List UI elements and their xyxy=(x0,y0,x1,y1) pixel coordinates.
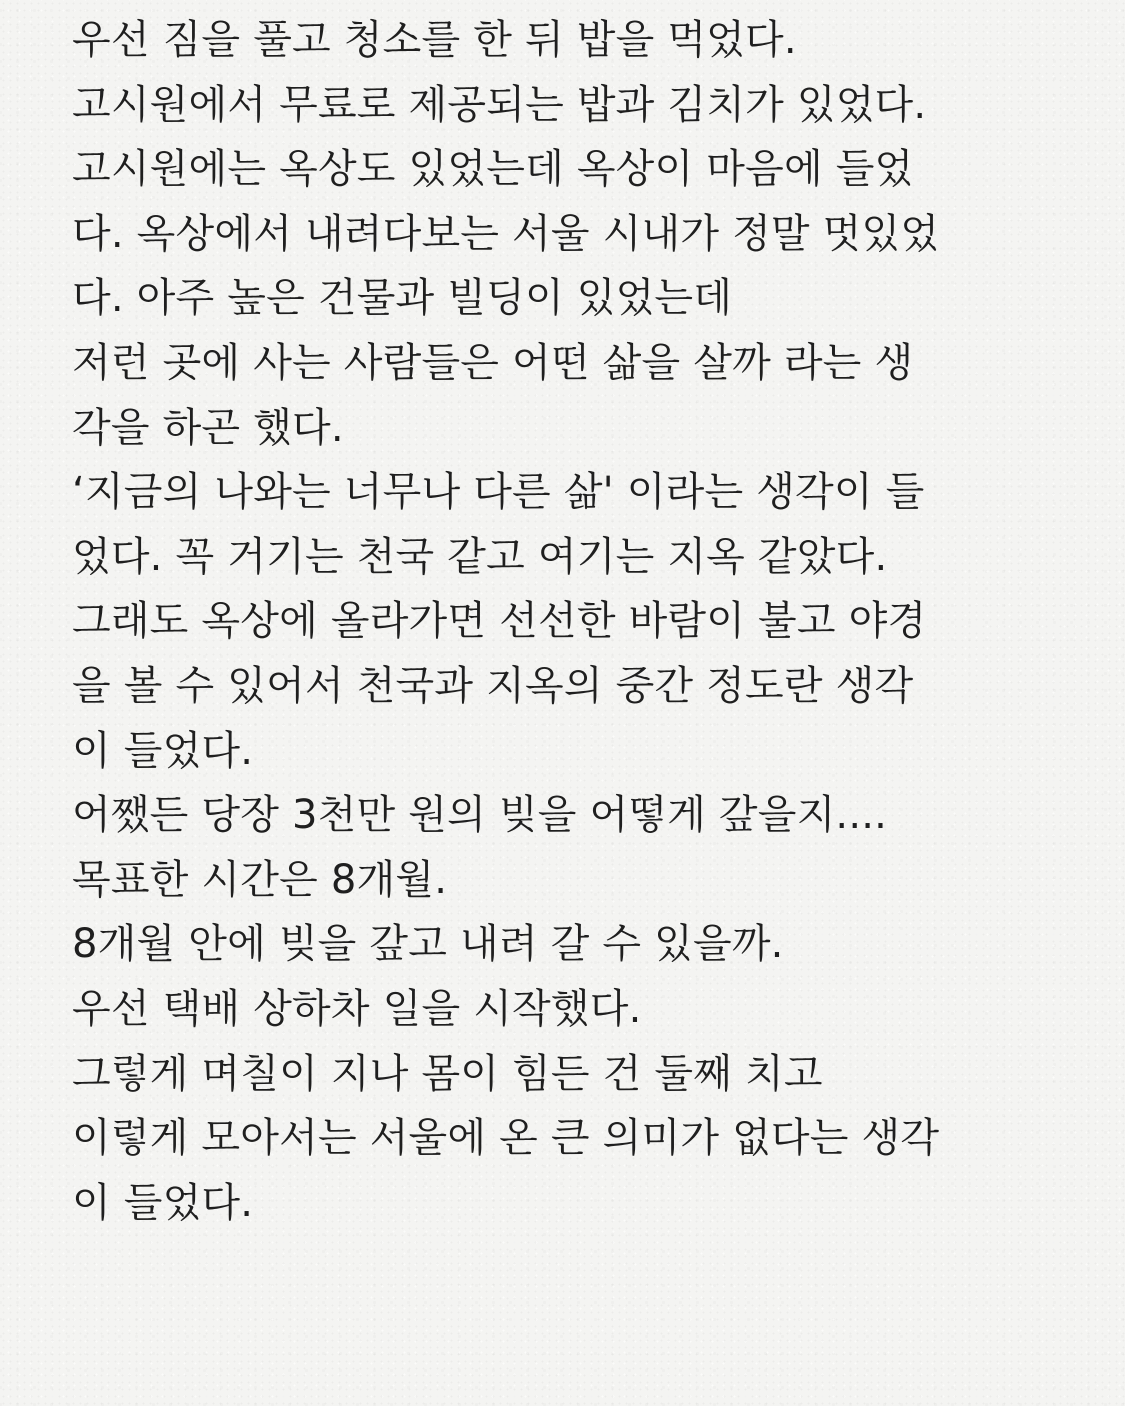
note-line-11: 을 볼 수 있어서 천국과 지옥의 중간 정도란 생각 xyxy=(72,662,914,709)
note-line-3: 고시원에는 옥상도 있었는데 옥상이 마음에 들었 xyxy=(72,146,914,193)
note-text-body xyxy=(72,8,1092,1235)
note-line-10: 그래도 옥상에 올라가면 선선한 바람이 불고 야경 xyxy=(72,598,927,645)
note-line-17: 그렇게 며칠이 지나 몸이 힘든 건 둘째 치고 xyxy=(72,1050,823,1097)
note-line-18: 이렇게 모아서는 서울에 온 큰 의미가 없다는 생각 xyxy=(72,1115,940,1162)
note-line-16: 우선 택배 상하차 일을 시작했다. xyxy=(72,985,642,1032)
note-line-15: 8개월 안에 빚을 갚고 내려 갈 수 있을까. xyxy=(72,921,784,968)
note-line-9: 었다. 꼭 거기는 천국 같고 여기는 지옥 같았다. xyxy=(72,533,888,580)
note-line-7: 각을 하곤 했다. xyxy=(72,404,344,451)
note-line-13: 어쨌든 당장 3천만 원의 빚을 어떻게 갚을지.... xyxy=(72,792,888,839)
note-line-5: 다. 아주 높은 건물과 빌딩이 있었는데 xyxy=(72,275,733,322)
note-line-1: 우선 짐을 풀고 청소를 한 뒤 밥을 먹었다. xyxy=(72,17,797,63)
note-line-4: 다. 옥상에서 내려다보는 서울 시내가 정말 멋있었 xyxy=(72,210,940,257)
note-line-8: ‘지금의 나와는 너무나 다른 삶' 이라는 생각이 들 xyxy=(72,469,925,516)
note-line-19: 이 들었다. xyxy=(72,1179,254,1226)
note-line-2: 고시원에서 무료로 제공되는 밥과 김치가 있었다. xyxy=(72,81,927,128)
note-line-6: 저런 곳에 사는 사람들은 어떤 삶을 살까 라는 생 xyxy=(72,339,914,386)
note-line-12: 이 들었다. xyxy=(72,727,254,774)
note-line-14: 목표한 시간은 8개월. xyxy=(72,856,448,903)
